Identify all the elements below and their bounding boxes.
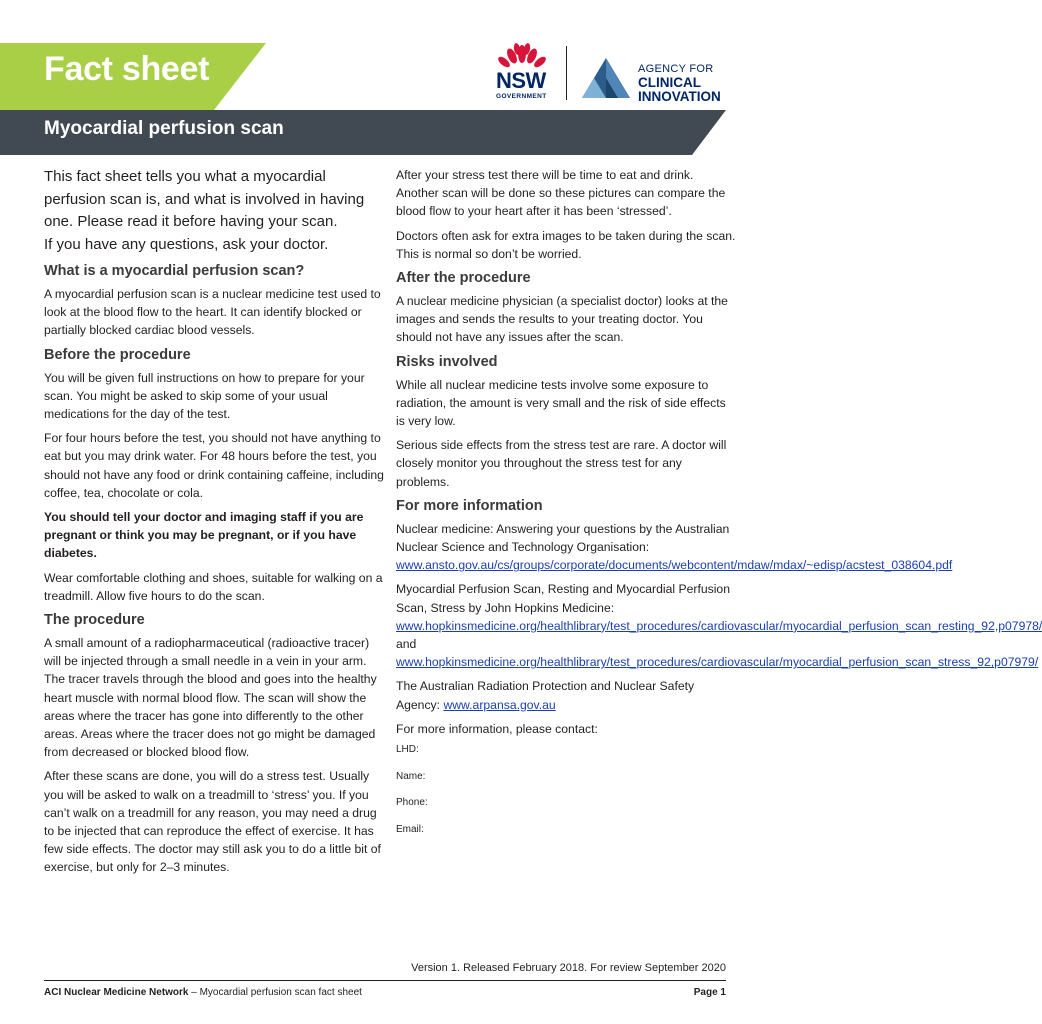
contact-lhd-label: LHD: bbox=[396, 744, 419, 756]
heading-the-procedure: The procedure bbox=[44, 612, 145, 629]
left-column bbox=[44, 166, 384, 883]
footer-sheet-name: – Myocardial perfusion scan fact sheet bbox=[191, 987, 362, 998]
before-paragraph-2: For four hours before the test, you should not have anything to eat but you may drink water. For 48 hours before the test, you should not have any food or drink containing caffeine, including coffee, tea, chocolate or cola. bbox=[44, 431, 384, 500]
logo-separator bbox=[566, 46, 567, 100]
hopkins-description: Myocardial Perfusion Scan, Resting and Myocardial Perfusion Scan, Stress by John Hopkins Medicine: bbox=[396, 582, 730, 615]
contact-email-label: Email: bbox=[396, 823, 424, 835]
page-title: Fact sheet bbox=[44, 50, 210, 88]
footer-divider bbox=[44, 980, 726, 981]
intro-line: one. Please read it before having your scan. bbox=[44, 213, 338, 230]
before-paragraph-1: You will be given full instructions on how to prepare for your scan. You might be asked to skip some of your usual medications for the day of the test. bbox=[44, 370, 365, 422]
heading-more-info: For more information bbox=[396, 497, 543, 514]
nsw-wordmark: NSW bbox=[496, 68, 546, 93]
ansto-link[interactable]: www.ansto.gov.au/cs/groups/corporate/documents/webcontent/mdaw/mdax/~edisp/acstest_038604.pdf bbox=[396, 558, 953, 573]
arpansa-description: The Australian Radiation Protection and Nuclear Safety Agency: bbox=[396, 679, 695, 712]
footer-network: ACI Nuclear Medicine Network bbox=[44, 987, 189, 998]
page-number: Page 1 bbox=[693, 987, 726, 998]
risks-paragraph-2: Serious side effects from the stress test are rare. A doctor will closely monitor you throughout the stress test for any problems. bbox=[396, 438, 727, 489]
after-paragraph: A nuclear medicine physician (a specialist doctor) looks at the images and sends the results to your treating doctor. You should not have any issues after the scan. bbox=[396, 294, 728, 345]
aci-line-2: CLINICAL bbox=[638, 75, 701, 90]
intro-line: If you have any questions, ask your doctor. bbox=[44, 235, 329, 253]
heading-before-procedure: Before the procedure bbox=[44, 346, 191, 363]
right-column bbox=[396, 166, 1042, 850]
hopkins-and: and bbox=[396, 637, 417, 652]
what-is-paragraph: A myocardial perfusion scan is a nuclear medicine test used to look at the blood flow to the heart. It can identify blocked or partially blocked cardiac blood vessels. bbox=[44, 287, 381, 338]
intro-line: perfusion scan is, and what is involved in having bbox=[44, 190, 365, 208]
stress-paragraph-1: After your stress test there will be time to eat and drink. Another scan will be done so these pictures can compare the blood flow to your heart after it has been ‘stressed’. bbox=[396, 168, 726, 219]
hopkins-link-stress[interactable]: www.hopkinsmedicine.org/healthlibrary/test_procedures/cardiovascular/myocardial_perfusion_scan_stress_92,p07979/ bbox=[396, 655, 1039, 670]
aci-line-3: INNOVATION bbox=[638, 89, 721, 104]
nsw-government-label: GOVERNMENT bbox=[496, 93, 547, 100]
aci-logo-text bbox=[638, 62, 721, 104]
aci-triangle-icon bbox=[580, 56, 632, 100]
arpansa-resource bbox=[396, 677, 736, 713]
heading-after-procedure: After the procedure bbox=[396, 270, 531, 287]
before-warning-paragraph: You should tell your doctor and imaging staff if you are pregnant or think you may be pregnant, or if you have diabetes. bbox=[44, 510, 364, 561]
heading-risks: Risks involved bbox=[396, 353, 498, 370]
contact-phone-label: Phone: bbox=[396, 797, 428, 809]
ansto-resource bbox=[396, 520, 953, 575]
heading-what-is: What is a myocardial perfusion scan? bbox=[44, 263, 305, 279]
hopkins-link-resting[interactable]: www.hopkinsmedicine.org/healthlibrary/test_procedures/cardiovascular/myocardial_perfusion_scan_resting_92,p07978/ bbox=[396, 618, 1042, 633]
procedure-paragraph-1: A small amount of a radiopharmaceutical (radioactive tracer) will be injected through a small needle in a vein in your arm. The tracer travels through the blood and goes into the healthy heart muscle with normal blood flow. The scan will show the areas where the tracer has gone into differently to the other areas. Areas where the tracer does not go might be damaged from decreased or blocked blood flow. bbox=[44, 636, 377, 760]
intro-line: This fact sheet tells you what a myocardial bbox=[44, 168, 326, 185]
intro-paragraph bbox=[44, 166, 384, 256]
stress-paragraph-2: Doctors often ask for extra images to be taken during the scan. This is normal so don’t be worried. bbox=[396, 228, 736, 261]
risks-paragraph-1: While all nuclear medicine tests involve some exposure to radiation, the amount is very small and the risk of side effects is very low. bbox=[396, 377, 726, 429]
contact-intro: For more information, please contact: bbox=[396, 721, 598, 736]
aci-line-1: AGENCY FOR bbox=[638, 63, 714, 75]
procedure-paragraph-2: After these scans are done, you will do a stress test. Usually you will be asked to walk on a treadmill to ‘stress’ you. If you can’t walk on a treadmill for any reason, you may need a drug to be injected that can reproduce the effect of exercise. It has few side effects. The doctor may still ask you to do a little bit of exercise, but only for 2–3 minutes. bbox=[44, 769, 381, 875]
version-info: Version 1. Released February 2018. For review September 2020 bbox=[411, 962, 726, 974]
before-paragraph-3: Wear comfortable clothing and shoes, suitable for walking on a treadmill. Allow five hours to do the scan. bbox=[44, 570, 383, 603]
arpansa-link[interactable]: www.arpansa.gov.au bbox=[443, 697, 556, 712]
document-subtitle: Myocardial perfusion scan bbox=[44, 118, 284, 139]
footer-document-name bbox=[44, 987, 362, 998]
ansto-description: Nuclear medicine: Answering your questions by the Australian Nuclear Science and Technology Organisation: bbox=[396, 521, 730, 555]
contact-name-label: Name: bbox=[396, 770, 426, 782]
hopkins-resource bbox=[396, 580, 1042, 671]
